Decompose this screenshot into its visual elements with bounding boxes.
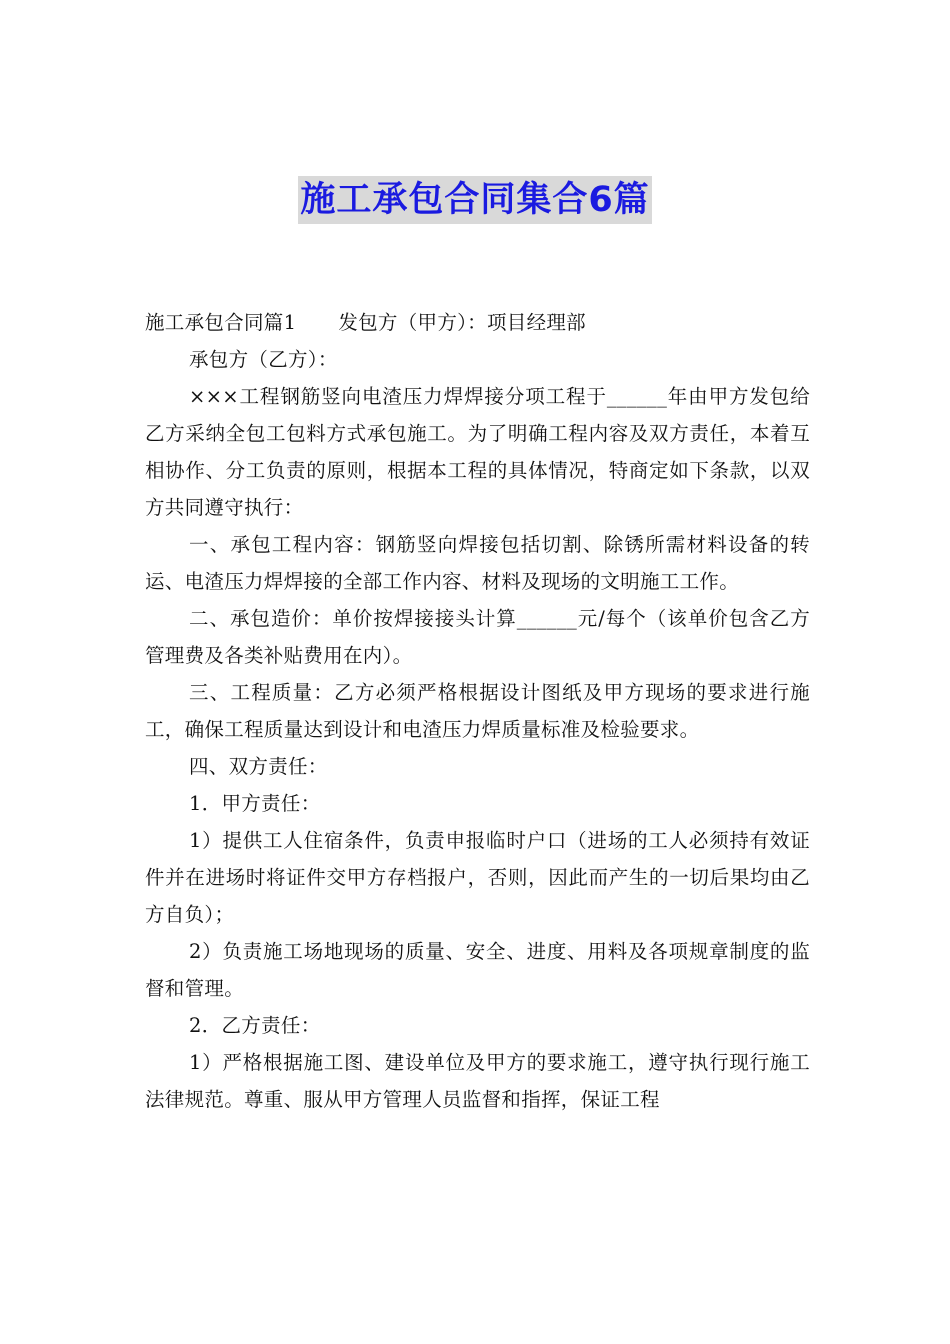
paragraph: 2．乙方责任：	[189, 1014, 321, 1037]
paragraph: 二、承包造价：单价按焊接接头计算______元/每个（该单价包含乙方管理费及各类补贴费用在内）。	[145, 607, 810, 667]
paragraph: 一、承包工程内容：钢筋竖向焊接包括切割、除锈所需材料设备的转运、电渣压力焊焊接的全部工作内容、材料及现场的文明施工工作。	[145, 533, 810, 593]
paragraph: 2）负责施工场地现场的质量、安全、进度、用料及各项规章制度的监督和管理。	[145, 940, 810, 1000]
paragraph: 1）严格根据施工图、建设单位及甲方的要求施工，遵守执行现行施工法律规范。尊重、服从甲方管理人员监督和指挥，保证工程	[145, 1051, 810, 1111]
paragraph: 1．甲方责任：	[189, 792, 321, 815]
paragraph: 三、工程质量：乙方必须严格根据设计图纸及甲方现场的要求进行施工，确保工程质量达到设计和电渣压力焊质量标准及检验要求。	[145, 681, 810, 741]
first-line	[145, 304, 810, 341]
paragraph: ×××工程钢筋竖向电渣压力焊焊接分项工程于______年由甲方发包给乙方采纳全包工包料方式承包施工。为了明确工程内容及双方责任，本着互相协作、分工负责的原则，根据本工程的具体情况，特商定如下条款，以双方共同遵守执行：	[145, 385, 810, 519]
paragraph: 四、双方责任：	[189, 755, 328, 778]
title-container	[0, 176, 950, 224]
paragraph: 1）提供工人住宿条件，负责申报临时户口（进场的工人必须持有效证件并在进场时将证件交甲方存档报户，否则，因此而产生的一切后果均由乙方自负）；	[145, 829, 810, 926]
document-body	[145, 304, 810, 1118]
employer-line: 发包方（甲方）：项目经理部	[338, 311, 586, 334]
paragraph: 承包方（乙方）：	[189, 348, 338, 371]
document-title: 施工承包合同集合6篇	[298, 176, 651, 224]
section-heading: 施工承包合同篇1	[145, 311, 297, 334]
